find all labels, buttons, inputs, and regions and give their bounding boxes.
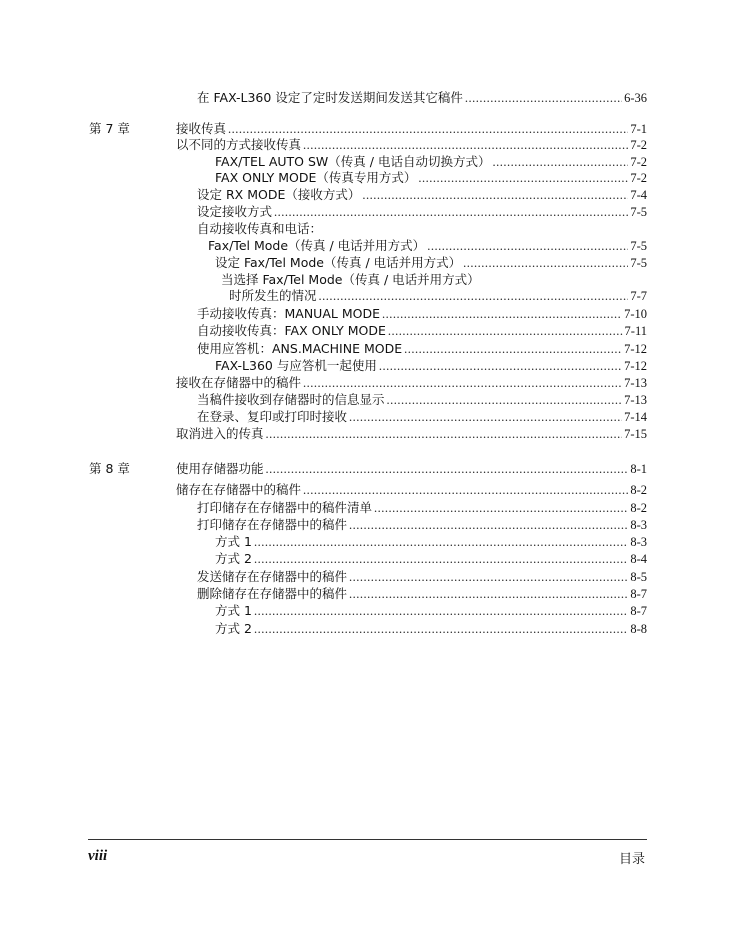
leader-dots	[254, 534, 628, 550]
toc-entry-page: 8-7	[630, 604, 647, 618]
toc-entry-title: 手动接收传真：MANUAL MODE	[197, 306, 380, 321]
toc-entry-title: 取消进入的传真	[176, 426, 264, 441]
leader-dots	[404, 341, 622, 357]
leader-dots	[387, 392, 623, 408]
toc-entry[interactable]	[197, 517, 647, 533]
toc-entry[interactable]	[176, 426, 647, 442]
leader-dots	[274, 204, 628, 220]
toc-entry-page: 8-1	[630, 462, 647, 476]
toc-entry-page: 7-5	[630, 256, 647, 270]
toc-entry[interactable]	[215, 534, 647, 550]
leader-dots	[463, 255, 628, 271]
toc-entry-page: 7-13	[624, 393, 647, 407]
toc-entry[interactable]	[215, 170, 647, 186]
toc-entry-title: Fax/Tel Mode（传真 / 电话并用方式）	[208, 238, 426, 253]
leader-dots	[465, 90, 622, 106]
toc-entry-page: 7-4	[630, 188, 647, 202]
toc-entry-title: 接收在存储器中的稿件	[176, 375, 302, 390]
toc-entry-title: 打印储存在存储器中的稿件清单	[197, 500, 373, 515]
toc-entry[interactable]	[176, 137, 647, 153]
toc-entry-title: 接收传真	[176, 121, 227, 136]
toc-entry[interactable]	[215, 255, 647, 271]
toc-entry-page: 8-3	[630, 518, 647, 532]
toc-entry[interactable]	[197, 204, 647, 220]
toc-entry[interactable]	[197, 392, 647, 408]
toc-entry[interactable]	[229, 288, 647, 304]
toc-entry-page: 7-14	[624, 410, 647, 424]
leader-dots	[349, 586, 628, 602]
toc-entry-title: 当选择 Fax/Tel Mode（传真 / 电话并用方式）	[221, 272, 480, 287]
toc-entry[interactable]	[197, 306, 647, 322]
toc-entry-page: 8-4	[630, 552, 647, 566]
toc-entry-title: 发送储存在存储器中的稿件	[197, 569, 348, 584]
leader-dots	[254, 603, 628, 619]
toc-entry[interactable]	[215, 358, 647, 374]
toc-entry[interactable]	[197, 569, 647, 585]
toc-entry[interactable]	[197, 90, 647, 106]
toc-entry-page: 7-11	[624, 324, 647, 338]
leader-dots	[228, 121, 628, 137]
toc-entry-title: 以不同的方式接收传真	[176, 137, 302, 152]
leader-dots	[254, 551, 628, 567]
leader-dots	[266, 461, 629, 477]
toc-entry[interactable]	[197, 500, 647, 516]
toc-entry-title: 设定接收方式	[197, 204, 273, 219]
leader-dots	[266, 426, 623, 442]
toc-entry-page: 7-5	[630, 239, 647, 253]
chapter-8-label: 第 8 章	[89, 461, 130, 476]
leader-dots	[349, 569, 628, 585]
toc-entry-title: 删除储存在存储器中的稿件	[197, 586, 348, 601]
leader-dots	[362, 187, 628, 203]
toc-entry-page: 8-5	[630, 570, 647, 584]
toc-entry-page: 7-2	[630, 138, 647, 152]
leader-dots	[303, 137, 628, 153]
leader-dots	[319, 288, 629, 304]
leader-dots	[492, 154, 628, 170]
toc-entry-title: 自动接收传真：FAX ONLY MODE	[197, 323, 386, 338]
toc-entry[interactable]	[215, 154, 647, 170]
toc-entry[interactable]	[176, 482, 647, 498]
toc-entry-page: 7-15	[624, 427, 647, 441]
toc-entry-title: FAX ONLY MODE（传真专用方式）	[215, 170, 417, 185]
leader-dots	[303, 482, 628, 498]
toc-entry-title: 使用存储器功能	[176, 461, 264, 476]
toc-entry-title: 在登录、复印或打印时接收	[197, 409, 348, 424]
leader-dots	[303, 375, 622, 391]
toc-entry[interactable]	[197, 341, 647, 357]
toc-entry-title: 方式 2	[215, 621, 252, 636]
toc-entry[interactable]	[197, 409, 647, 425]
toc-entry-page: 8-7	[630, 587, 647, 601]
toc-entry[interactable]	[215, 603, 647, 619]
toc-entry-title: 自动接收传真和电话：	[197, 221, 323, 236]
toc-entry-title: 方式 1	[215, 603, 252, 618]
toc-entry[interactable]	[208, 238, 647, 254]
footer-rule	[88, 839, 647, 840]
toc-entry[interactable]	[197, 187, 647, 203]
section-name: 目录	[619, 852, 646, 867]
leader-dots	[388, 323, 623, 339]
toc-entry-page: 7-12	[624, 359, 647, 373]
toc-entry-page: 6-36	[624, 91, 647, 105]
leader-dots	[418, 170, 628, 186]
toc-entry[interactable]	[176, 375, 647, 391]
toc-entry-page: 7-2	[630, 171, 647, 185]
toc-entry-page: 7-12	[624, 342, 647, 356]
page-number: viii	[88, 848, 108, 864]
toc-entry-title: 打印储存在存储器中的稿件	[197, 517, 348, 532]
toc-entry-title: 使用应答机：ANS.MACHINE MODE	[197, 341, 403, 356]
toc-entry-page: 8-2	[630, 483, 647, 497]
toc-entry[interactable]	[215, 621, 647, 637]
toc-entry-title: 方式 1	[215, 534, 252, 549]
chapter-7-label: 第 7 章	[89, 121, 130, 136]
leader-dots	[379, 358, 622, 374]
toc-entry-page: 7-2	[630, 155, 647, 169]
leader-dots	[349, 409, 622, 425]
toc-entry[interactable]	[197, 586, 647, 602]
toc-entry-page: 7-1	[630, 122, 647, 136]
toc-entry-title: FAX/TEL AUTO SW（传真 / 电话自动切换方式）	[215, 154, 491, 169]
toc-entry[interactable]	[197, 323, 647, 339]
toc-entry-title: 设定 RX MODE（接收方式）	[197, 187, 361, 202]
toc-entry-page: 8-8	[630, 622, 647, 636]
toc-entry-title: 储存在存储器中的稿件	[176, 482, 302, 497]
toc-entry-page: 7-7	[630, 289, 647, 303]
leader-dots	[382, 306, 622, 322]
leader-dots	[349, 517, 628, 533]
toc-entry[interactable]	[215, 551, 647, 567]
toc-entry-page: 8-2	[630, 501, 647, 515]
leader-dots	[427, 238, 628, 254]
toc-entry-title: FAX-L360 与应答机一起使用	[215, 358, 377, 373]
toc-chapter-heading[interactable]	[176, 461, 647, 477]
toc-chapter-heading[interactable]	[176, 121, 647, 137]
toc-entry-page: 7-10	[624, 307, 647, 321]
toc-entry-title: 当稿件接收到存储器时的信息显示	[197, 392, 385, 407]
toc-entry-title: 在 FAX-L360 设定了定时发送期间发送其它稿件	[197, 90, 463, 105]
leader-dots	[254, 621, 628, 637]
toc-entry-page: 7-13	[624, 376, 647, 390]
toc-entry-title: 时所发生的情况	[229, 288, 317, 303]
toc-entry-title: 设定 Fax/Tel Mode（传真 / 电话并用方式）	[215, 255, 462, 270]
toc-entry-page: 8-3	[630, 535, 647, 549]
toc-entry-page: 7-5	[630, 205, 647, 219]
toc-entry-title: 方式 2	[215, 551, 252, 566]
leader-dots	[374, 500, 628, 516]
